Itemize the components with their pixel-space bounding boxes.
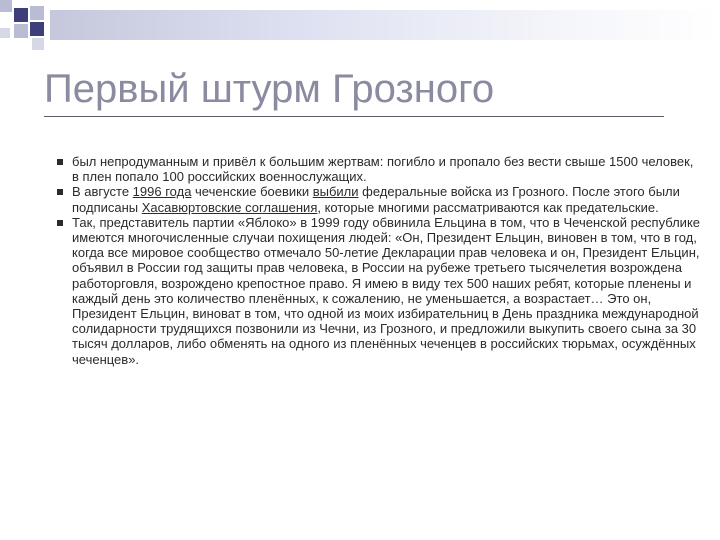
square-bullet-icon: [57, 159, 63, 165]
decorative-square: [30, 22, 44, 36]
square-bullet-icon: [57, 189, 63, 195]
decorative-square: [30, 6, 44, 20]
header-gradient-strip: [50, 10, 720, 40]
bullet-list: [44, 154, 700, 367]
bullet-text: чеченские боевики: [191, 184, 313, 200]
decorative-square: [14, 24, 28, 38]
bullet-text: федеральные войска из Грозного. После этого были подписаны: [72, 184, 680, 215]
link-vybili[interactable]: выбили: [312, 184, 359, 200]
decorative-square: [0, 0, 12, 12]
bullet-text: , которые многими рассматриваются как предательские.: [317, 199, 659, 215]
bullet-text: В августе: [72, 184, 133, 200]
square-bullet-icon: [57, 220, 63, 226]
decorative-square: [32, 38, 44, 50]
link-1996-year[interactable]: 1996 года: [132, 184, 192, 200]
bullet-text: Так, представитель партии «Яблоко» в 1999 году обвинила Ельцина в том, что в Чеченской республике имеются многочисленные случаи похищения людей: «Он, Президент Ельцин, виновен в том, что в год, когда все мировое сообщество отмечало 50-летие Декларации прав человека и он, Президент Ельцин, объявил в России год защиты прав человека, в России на рубеже третьего тысячелетия возрождена работорговля, возрождено крепостное право. Я имею в виду тех 500 наших ребят, которые пленены и каждый день это количество пленённых, к сожалению, не уменьшается, а возрастает… Это он, Президент Ельцин, виноват в том, что одной из моих избирательниц в День праздника международной солидарности трудящихся позвонили из Чечни, из Грозного, и предложили выкупить своего сына за 30 тысяч долларов, либо обменять на одного из пленённых чеченцев в российских тюрьмах, осуждённых чеченцев».: [72, 214, 701, 367]
list-item: [44, 215, 700, 367]
title-divider: [44, 116, 664, 117]
list-item: [44, 154, 700, 184]
slide-title: Первый штурм Грозного: [44, 67, 495, 111]
decorative-square: [0, 28, 10, 38]
bullet-text: был непродуманным и привёл к большим жертвам: погибло и пропало без вести свыше 1500 человек, в плен попало 100 российских военнослужащих.: [72, 154, 694, 185]
decorative-square: [14, 8, 28, 22]
list-item: [44, 184, 700, 214]
link-khasavyurt-accords[interactable]: Хасавюртовские соглашения: [141, 199, 318, 215]
